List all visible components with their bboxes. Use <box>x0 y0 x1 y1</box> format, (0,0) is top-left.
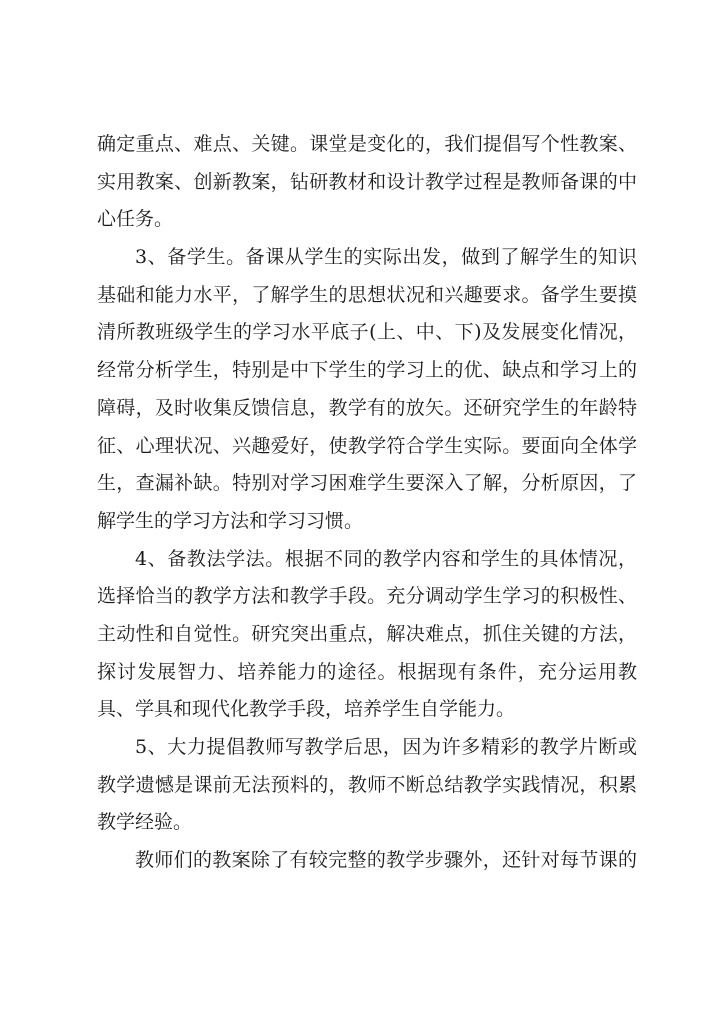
text-line: 3、备学生。备课从学生的实际出发，做到了解学生的知识 <box>135 246 637 269</box>
text-line: 实用教案、创新教案，钻研教材和设计教学过程是教师备课的中 <box>97 170 637 193</box>
text-line: 教学遗憾是课前无法预料的，教师不断总结教学实践情况，积累 <box>97 773 637 796</box>
text-line: 4、备教法学法。根据不同的教学内容和学生的具体情况， <box>135 547 637 570</box>
text-line: 选择恰当的教学方法和教学手段。充分调动学生学习的积极性、 <box>97 585 637 608</box>
text-line: 生，查漏补缺。特别对学习困难学生要深入了解，分析原因，了 <box>97 472 637 495</box>
text-line: 经常分析学生，特别是中下学生的学习上的优、缺点和学习上的 <box>97 359 637 382</box>
text-line: 探讨发展智力、培养能力的途径。根据现有条件，充分运用教 <box>97 660 637 683</box>
text-line: 教师们的教案除了有较完整的教学步骤外，还针对每节课的 <box>135 849 637 872</box>
text-line: 主动性和自觉性。研究突出重点，解决难点，抓住关键的方法， <box>97 622 637 645</box>
text-line: 确定重点、难点、关键。课堂是变化的，我们提倡写个性教案、 <box>97 133 637 155</box>
document-body <box>97 126 637 880</box>
text-line: 征、心理状况、兴趣爱好，使教学符合学生实际。要面向全体学 <box>97 434 637 457</box>
text-line: 5、大力提倡教师写教学后思，因为许多精彩的教学片断或 <box>135 736 637 758</box>
text-line: 解学生的学习方法和学习习惯。 <box>97 509 364 532</box>
text-line: 基础和能力水平，了解学生的思想状况和兴趣要求。备学生要摸 <box>97 283 637 306</box>
text-line: 障碍，及时收集反馈信息，教学有的放矢。还研究学生的年龄特 <box>97 396 637 419</box>
text-line: 心任务。 <box>97 208 174 231</box>
text-line: 清所教班级学生的学习水平底子(上、中、下)及发展变化情况， <box>97 321 637 344</box>
text-line: 教学经验。 <box>97 811 193 834</box>
text-line: 具、学具和现代化教学手段，培养学生自学能力。 <box>97 698 516 721</box>
